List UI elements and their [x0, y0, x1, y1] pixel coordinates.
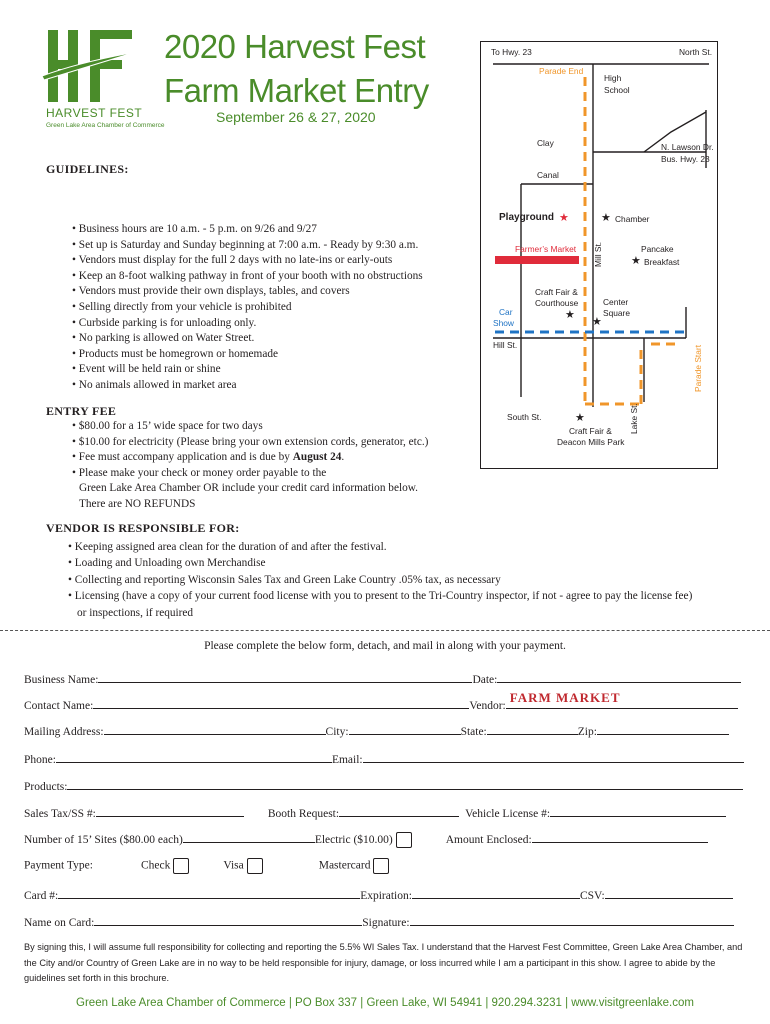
guideline-item: • Selling directly from your vehicle is prohibited	[72, 300, 423, 316]
chamber-star-icon: ★	[601, 212, 611, 224]
map-label-hill-st: Hill St.	[493, 340, 518, 350]
map-label-clay: Clay	[537, 138, 554, 148]
map-label-lawson1: N. Lawson Dr.	[661, 142, 714, 152]
name-on-card-label: Name on Card:	[24, 917, 95, 929]
state-field[interactable]	[487, 722, 578, 735]
map-label-high-school: High School	[604, 73, 630, 95]
vendor-responsibility-list	[68, 539, 692, 621]
form-row-business	[24, 670, 741, 686]
vehicle-license-label: Vehicle License #:	[465, 808, 551, 820]
map-label-car-show2: Show	[493, 318, 514, 328]
booth-request-label: Booth Request:	[267, 808, 340, 820]
form-row-payment	[24, 858, 389, 874]
entry-fee-due-date: August 24	[292, 451, 342, 464]
form-row-address	[24, 722, 729, 738]
mailing-address-field[interactable]	[104, 722, 326, 735]
guidelines-heading: GUIDELINES:	[46, 162, 129, 176]
contact-name-label: Contact Name:	[24, 700, 94, 712]
visa-checkbox[interactable]	[247, 858, 263, 874]
email-field[interactable]	[363, 750, 744, 763]
date-label: Date:	[472, 674, 498, 686]
guideline-item: • Vendors must provide their own displays, tables, and covers	[72, 284, 423, 300]
pancake-star-icon: ★	[631, 255, 641, 267]
guideline-item: • Products must be homegrown or homemade	[72, 347, 423, 363]
entry-fee-payable-line2: Green Lake Area Chamber OR include your credit card information below.	[79, 482, 418, 495]
entry-fee-no-refunds: There are NO REFUNDS	[79, 497, 196, 510]
event-dates: September 26 & 27, 2020	[216, 109, 376, 125]
sales-tax-field[interactable]	[96, 804, 244, 817]
email-label: Email:	[331, 754, 363, 766]
guideline-item: • Curbside parking is for unloading only.	[72, 316, 423, 332]
business-name-field[interactable]	[98, 670, 472, 683]
form-row-products	[24, 777, 743, 793]
logo-text: HARVEST FEST	[46, 106, 143, 120]
electric-label: Electric ($10.00)	[314, 834, 393, 846]
payment-type-label: Payment Type:	[24, 859, 93, 872]
expiration-field[interactable]	[412, 886, 580, 899]
products-label: Products:	[24, 781, 68, 793]
event-map	[480, 41, 718, 469]
signature-field[interactable]	[410, 913, 734, 926]
entry-fee-payable-line1: Please make your check or money order payable to the	[78, 466, 327, 479]
entry-fee-due-end: .	[341, 451, 345, 464]
map-label-center2: Square	[603, 308, 631, 318]
csv-field[interactable]	[605, 886, 733, 899]
name-on-card-field[interactable]	[94, 913, 362, 926]
licensing-line2: or inspections, if required	[77, 606, 194, 619]
deacon-mills-star-icon: ★	[575, 412, 585, 424]
zip-label: Zip:	[577, 726, 597, 738]
center-square-star-icon: ★	[592, 316, 602, 328]
vendor-responsibility-heading: VENDOR IS RESPONSIBLE FOR:	[46, 521, 240, 535]
vendor-label: Vendor:	[469, 700, 506, 712]
vendor-responsibility-item: • Loading and Unloading own Merchandise	[68, 555, 692, 571]
map-label-canal: Canal	[537, 170, 559, 180]
guideline-item: • Event will be held rain or shine	[72, 362, 423, 378]
guideline-item: • No parking is allowed on Water Street.	[72, 331, 423, 347]
zip-field[interactable]	[597, 722, 729, 735]
logo-org-name: Green Lake Area Chamber of Commerce	[46, 122, 165, 129]
vendor-field[interactable]	[506, 690, 738, 709]
map-label-deacon2: Deacon Mills Park	[557, 437, 625, 447]
contact-name-field[interactable]	[93, 696, 469, 709]
form-row-sites	[24, 830, 708, 848]
city-label: City:	[325, 726, 349, 738]
playground-star-icon: ★	[559, 212, 569, 224]
mastercard-label: Mastercard	[318, 859, 371, 872]
card-number-field[interactable]	[58, 886, 360, 899]
map-label-south-st: South St.	[507, 412, 542, 422]
vendor-responsibility-item: • Collecting and reporting Wisconsin Sales Tax and Green Lake Country .05% tax, as necessary	[68, 572, 692, 588]
business-name-label: Business Name:	[24, 674, 99, 686]
state-label: State:	[460, 726, 487, 738]
map-label-lawson2: Bus. Hwy. 23	[661, 154, 710, 164]
electric-checkbox[interactable]	[396, 832, 412, 848]
entry-fee-heading: ENTRY FEE	[46, 404, 117, 418]
entry-fee-item: • $10.00 for electricity (Please bring your own extension cords, generator, etc.)	[72, 435, 428, 451]
amount-enclosed-label: Amount Enclosed:	[445, 834, 532, 846]
check-checkbox[interactable]	[173, 858, 189, 874]
map-label-north-st: North St.	[679, 47, 713, 57]
page-title-line1: 2020 Harvest Fest	[164, 28, 426, 65]
vendor-value: FARM MARKET	[509, 690, 621, 705]
num-sites-label: Number of 15’ Sites ($80.00 each)	[24, 834, 183, 846]
booth-request-field[interactable]	[339, 804, 459, 817]
amount-enclosed-field[interactable]	[532, 830, 708, 843]
map-label-lake-st: Lake St.	[629, 403, 639, 434]
guideline-item: • Business hours are 10 a.m. - 5 p.m. on 9/26 and 9/27	[72, 222, 423, 238]
guidelines-list	[72, 222, 423, 394]
guideline-item: • No animals allowed in market area	[72, 378, 423, 394]
map-label-pancake2: Breakfast	[644, 257, 680, 267]
harvest-fest-logo	[40, 26, 160, 136]
form-row-name-on-card	[24, 913, 734, 929]
csv-label: CSV:	[579, 890, 605, 902]
expiration-label: Expiration:	[360, 890, 412, 902]
map-label-farmers-market: Farmer’s Market	[515, 244, 577, 254]
map-label-center1: Center	[603, 297, 629, 307]
page-title-line2: Farm Market Entry	[164, 72, 429, 109]
date-field[interactable]	[497, 670, 741, 683]
map-label-chamber: Chamber	[615, 214, 650, 224]
form-intro: Please complete the below form, detach, and mail in along with your payment.	[204, 640, 566, 652]
footer-contact: Green Lake Area Chamber of Commerce | PO Box 337 | Green Lake, WI 54941 | 920.294.3231 | www.visitgreenlake.com	[76, 997, 694, 1009]
city-field[interactable]	[349, 722, 461, 735]
licensing-line1: Licensing (have a copy of your current food license with you to present to the Tri-Country inspector, if not - agree to pay the license fee)	[74, 590, 693, 603]
products-field[interactable]	[67, 777, 743, 790]
disclaimer: By signing this, I will assume full responsibility for collecting and reporting the 5.5% WI Sales Tax. I understand that the Harvest Fest Committee, Green Lake Area Chamber, and the City and/or Country of Green Lake are in no way to be held responsible for injury, damage, or loss incurred while I am a participant in this show. I agree to abide by the guidelines set forth in this brochure.	[24, 942, 743, 984]
map-label-pancake1: Pancake	[641, 244, 674, 254]
entry-fee-list	[72, 419, 428, 513]
card-number-label: Card #:	[24, 890, 59, 902]
detach-line	[0, 630, 770, 631]
mailing-address-label: Mailing Address:	[24, 726, 104, 738]
map-label-deacon1: Craft Fair &	[569, 426, 612, 436]
form-row-contact	[24, 690, 738, 712]
map-label-parade-start: Parade Start	[693, 344, 703, 392]
vendor-responsibility-item	[68, 588, 692, 621]
entry-fee-item: • $80.00 for a 15’ wide space for two days	[72, 419, 428, 435]
signature-label: Signature:	[362, 917, 410, 929]
guideline-item: • Vendors must display for the full 2 days with no late-ins or early-outs	[72, 253, 423, 269]
entry-fee-item	[72, 466, 428, 513]
map-label-craft-fair2: Courthouse	[535, 298, 579, 308]
form-row-card	[24, 886, 733, 902]
guideline-item: • Set up is Saturday and Sunday beginning at 7:00 a.m. - Ready by 9:30 a.m.	[72, 238, 423, 254]
phone-label: Phone:	[24, 754, 56, 766]
map-label-mill-st: Mill St.	[593, 241, 603, 267]
courthouse-star-icon: ★	[565, 309, 575, 321]
sales-tax-label: Sales Tax/SS #:	[24, 808, 96, 820]
entry-fee-item	[72, 450, 428, 466]
visa-label: Visa	[223, 859, 244, 872]
form-row-phone	[24, 750, 744, 766]
vehicle-license-field[interactable]	[550, 804, 726, 817]
map-label-craft-fair1: Craft Fair &	[535, 287, 578, 297]
vendor-responsibility-item: • Keeping assigned area clean for the duration of and after the festival.	[68, 539, 692, 555]
mastercard-checkbox[interactable]	[373, 858, 389, 874]
map-label-parade-end: Parade End	[539, 66, 584, 76]
map-label-to-hwy: To Hwy. 23	[491, 47, 532, 57]
guideline-item: • Keep an 8-foot walking pathway in front of your booth with no obstructions	[72, 269, 423, 285]
phone-field[interactable]	[56, 750, 332, 763]
form-row-tax	[24, 804, 726, 820]
check-label: Check	[140, 859, 171, 872]
map-label-car-show1: Car	[499, 307, 513, 317]
entry-fee-due-text: Fee must accompany application and is due by	[78, 451, 293, 464]
num-sites-field[interactable]	[183, 830, 315, 843]
map-label-playground: Playground	[499, 212, 555, 223]
